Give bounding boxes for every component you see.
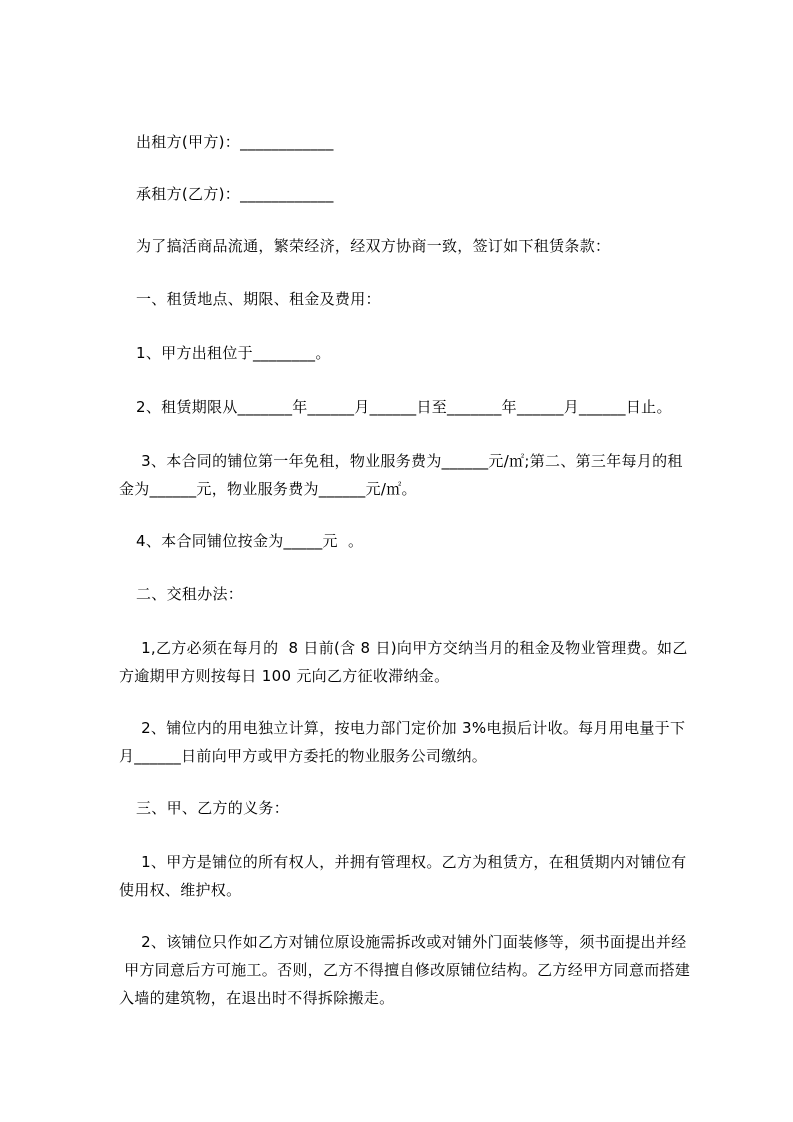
clause-3-2-line-1: 2、该铺位只作如乙方对铺位原设施需拆改或对铺外门面装修等，须书面提出并经: [136, 933, 687, 951]
section-1-heading: 一、租赁地点、期限、租金及费用：: [136, 290, 381, 308]
clause-2-1-line-2: 方逾期甲方则按每日 100 元向乙方征收滞纳金。: [119, 667, 450, 685]
clause-3-2-line-2: 甲方同意后方可施工。否则，乙方不得擅自修改原铺位结构。乙方经甲方同意而搭建: [119, 961, 691, 979]
section-2-heading: 二、交租办法：: [136, 585, 244, 603]
clause-1-4: 4、本合同铺位按金为_____元 。: [136, 532, 364, 550]
lessor-line: 出租方(甲方)：____________: [136, 133, 334, 151]
clause-1-1: 1、甲方出租位于________。: [136, 344, 331, 362]
preamble-line: 为了搞活商品流通，繁荣经济，经双方协商一致，签订如下租赁条款：: [136, 237, 611, 255]
lessee-line: 承租方(乙方)：____________: [136, 185, 334, 203]
section-3-heading: 三、甲、乙方的义务：: [136, 799, 290, 817]
clause-1-2: 2、租赁期限从_______年______月______日至_______年______月______日止。: [136, 398, 672, 416]
clause-1-3-line-1: 3、本合同的铺位第一年免租，物业服务费为______元/㎡;第二、第三年每月的租: [136, 452, 683, 470]
clause-3-2-line-3: 入墙的建筑物，在退出时不得拆除搬走。: [119, 989, 395, 1007]
clause-2-1-line-1: 1,乙方必须在每月的 8 日前(含 8 日)向甲方交纳当月的租金及物业管理费。如乙: [136, 639, 688, 657]
clause-1-3-line-2: 金为______元，物业服务费为______元/㎡。: [119, 480, 417, 498]
clause-2-2-line-1: 2、铺位内的用电独立计算，按电力部门定价加 3%电损后计收。每月用电量于下: [136, 719, 686, 737]
clause-3-1-line-2: 使用权、维护权。: [119, 881, 242, 899]
clause-3-1-line-1: 1、甲方是铺位的所有权人，并拥有管理权。乙方为租赁方，在租赁期内对铺位有: [136, 853, 687, 871]
clause-2-2-line-2: 月______日前向甲方或甲方委托的物业服务公司缴纳。: [119, 747, 488, 765]
